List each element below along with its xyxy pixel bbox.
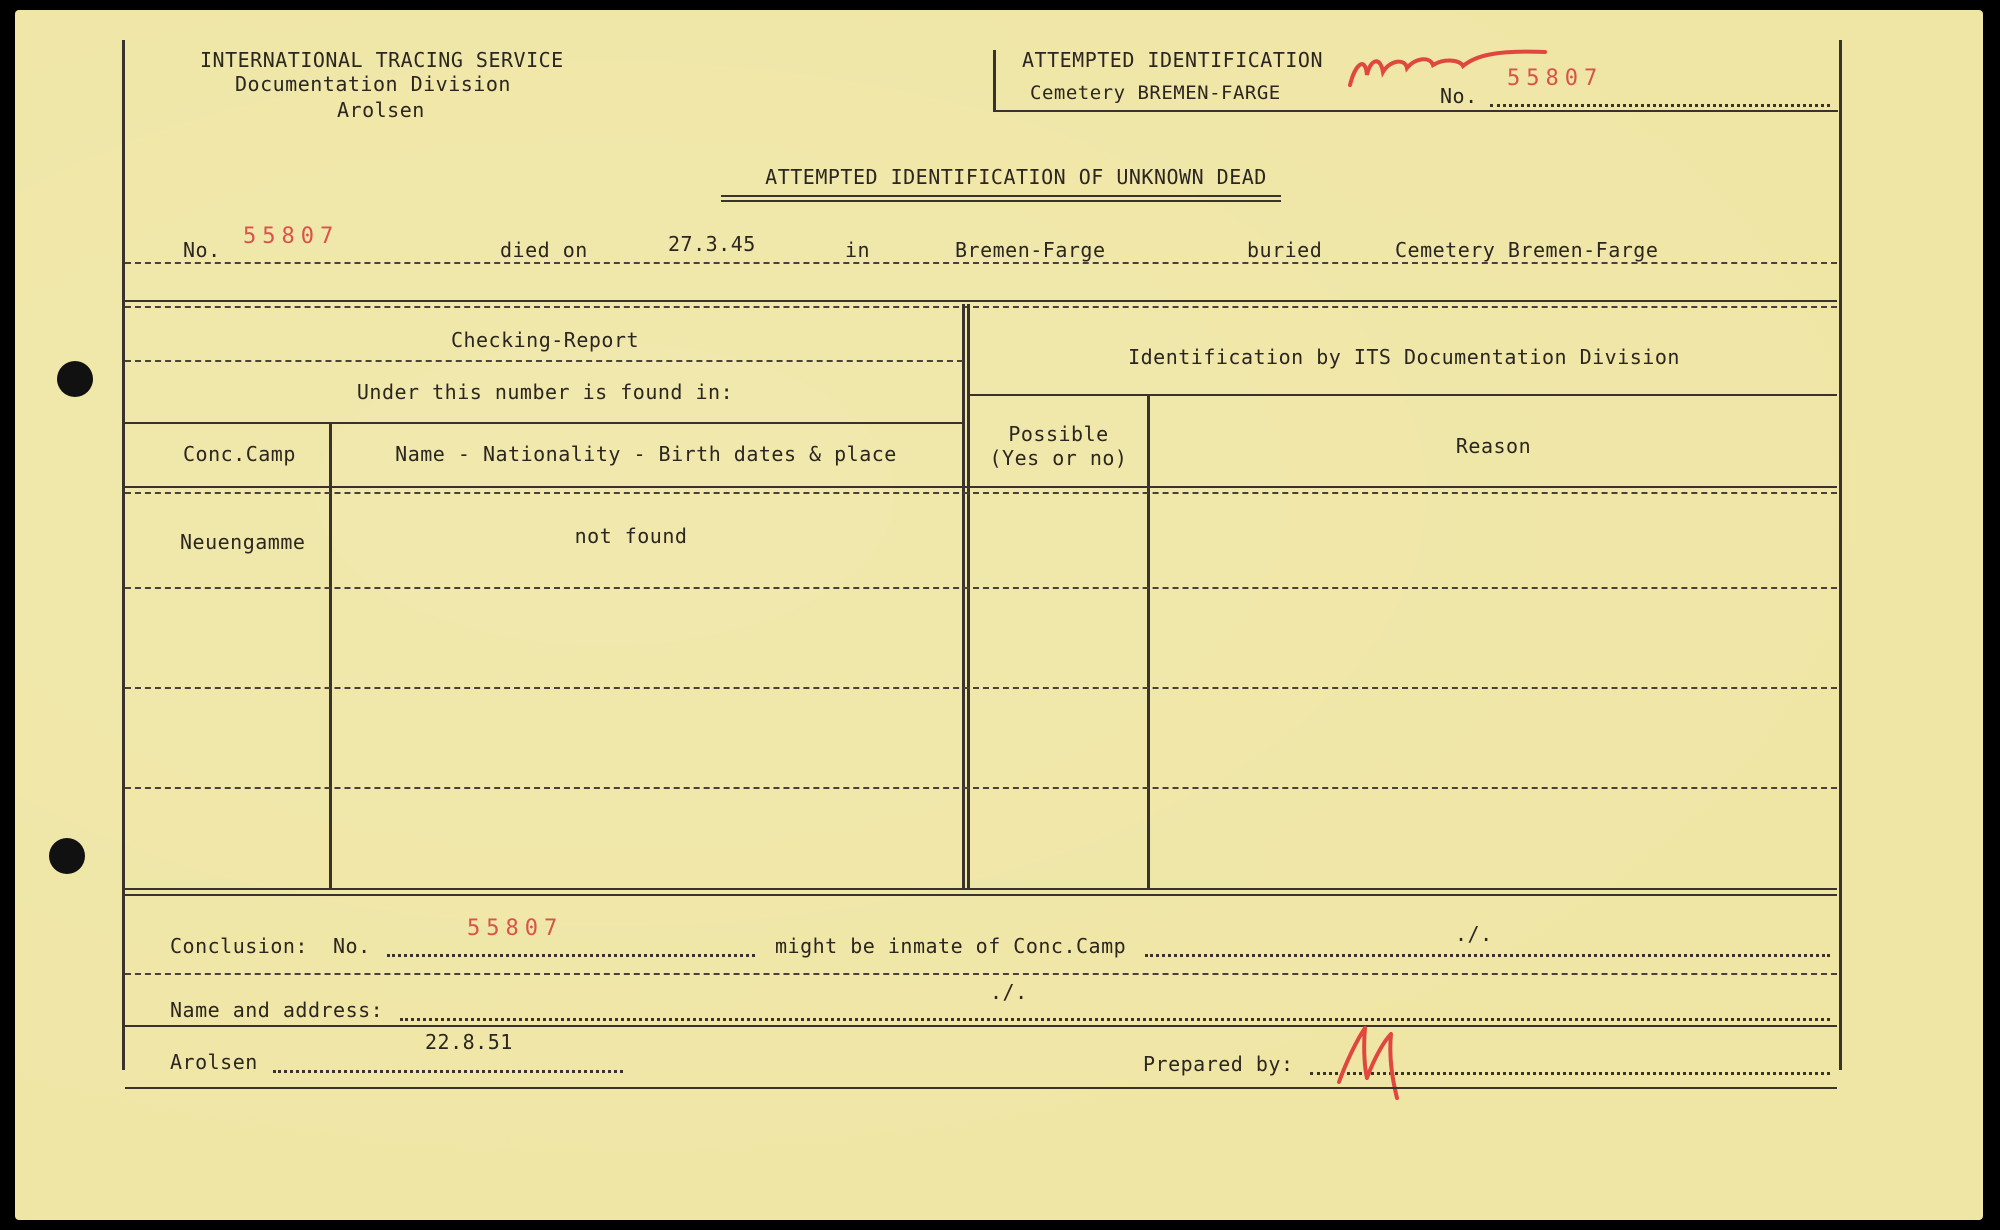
form-title: ATTEMPTED IDENTIFICATION OF UNKNOWN DEAD [765, 165, 1267, 189]
record-no-label: No. [183, 238, 221, 262]
checking-report-title: Checking-Report [450, 328, 640, 352]
identification-title: Identification by ITS Documentation Division [1128, 345, 1680, 369]
name-address-dotted [400, 1018, 1830, 1021]
header-box-left-border [993, 50, 996, 112]
conclusion-no-dotted [387, 954, 755, 957]
header-box-title: ATTEMPTED IDENTIFICATION [1022, 48, 1323, 72]
punch-hole-bottom [49, 838, 85, 874]
column-header-rule [125, 486, 1837, 488]
buried-label: buried [1247, 238, 1323, 262]
col-header-possible-sub: (Yes or no) [989, 446, 1128, 470]
header-box-bottom-border [993, 110, 1838, 112]
index-card [15, 10, 1983, 1220]
checking-report-subtitle: Under this number is found in: [356, 380, 734, 404]
died-label: died on [500, 238, 588, 262]
checking-subtitle-line [125, 422, 963, 424]
buried-place: Cemetery Bremen-Farge [1395, 238, 1659, 262]
col-header-possible: Possible [1008, 422, 1109, 446]
conclusion-camp-dotted [1145, 954, 1830, 957]
row-camp: Neuengamme [180, 530, 306, 554]
title-underline-2 [721, 200, 1281, 202]
conclusion-line [125, 973, 1837, 975]
identification-title-line [970, 394, 1837, 396]
footer-place: Arolsen [170, 1050, 258, 1074]
conclusion-camp-value: ./. [1455, 922, 1493, 946]
row-line-2 [125, 687, 1837, 689]
col-header-name: Name - Nationality - Birth dates & place [395, 442, 897, 466]
col-header-camp: Conc.Camp [183, 442, 296, 466]
row-line-1 [125, 587, 1837, 589]
table-top-rule [125, 300, 1837, 302]
died-date: 27.3.45 [668, 232, 756, 256]
row-details: not found [574, 524, 688, 548]
conclusion-no-label: No. [333, 934, 371, 958]
red-scribble-none [1345, 30, 1555, 100]
name-address-value: ./. [990, 980, 1028, 1004]
header-cemetery: Cemetery BREMEN-FARGE [1030, 82, 1281, 104]
name-address-line [125, 1025, 1837, 1027]
name-address-label: Name and address: [170, 998, 384, 1022]
main-divider-2 [967, 304, 970, 888]
header-no-value: 55807 [1507, 66, 1604, 91]
in-label: in [845, 238, 871, 262]
table-top-rule-2 [125, 306, 1837, 308]
table-bottom-rule-2 [125, 894, 1837, 896]
footer-date-dotted [273, 1070, 623, 1073]
record-line [125, 262, 1837, 264]
record-no-value: 55807 [243, 224, 340, 249]
prepared-by-label: Prepared by: [1143, 1052, 1294, 1076]
footer-date: 22.8.51 [425, 1030, 513, 1054]
row-line-3 [125, 787, 1837, 789]
column-header-rule-2 [125, 492, 1837, 494]
checking-title-line [125, 360, 963, 362]
table-bottom-rule [125, 888, 1837, 890]
org-name: INTERNATIONAL TRACING SERVICE [200, 48, 564, 72]
possible-col-divider [1147, 395, 1150, 888]
title-underline [721, 195, 1281, 197]
org-location: Arolsen [337, 98, 425, 122]
frame-left-border [122, 40, 125, 1070]
conclusion-no-value: 55807 [467, 916, 564, 941]
header-no-label: No. [1440, 84, 1478, 108]
org-division: Documentation Division [235, 72, 511, 96]
conclusion-label: Conclusion: [170, 934, 308, 958]
conclusion-might-text: might be inmate of Conc.Camp [775, 934, 1127, 958]
col-header-reason: Reason [1455, 434, 1532, 458]
footer-bottom-rule [125, 1087, 1837, 1089]
frame-right-border [1839, 40, 1842, 1070]
punch-hole-top [57, 361, 93, 397]
death-place: Bremen-Farge [955, 238, 1106, 262]
header-no-dotted-line [1490, 104, 1830, 107]
